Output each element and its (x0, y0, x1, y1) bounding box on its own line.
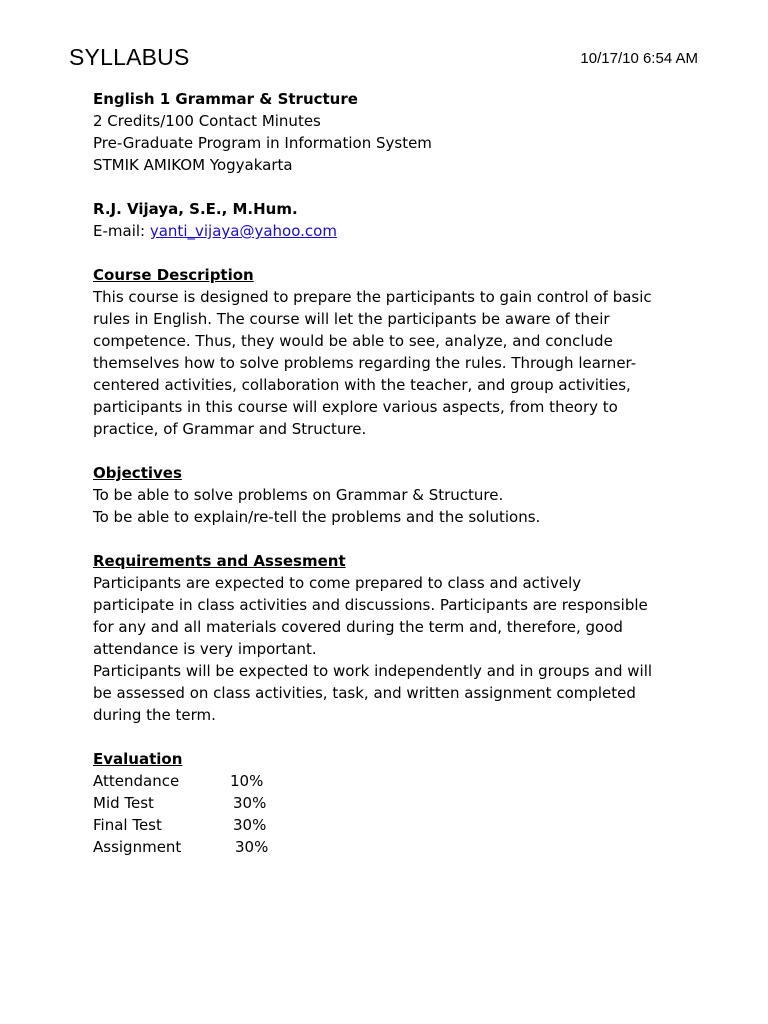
email-label: E-mail: (93, 222, 150, 240)
paragraph-line: competence. Thus, they would be able to see, analyze, and conclude (93, 332, 613, 350)
evaluation-row (93, 836, 713, 858)
course-info (93, 88, 713, 176)
paragraph-line: participants in this course will explore various aspects, from theory to (93, 398, 618, 416)
instructor-info (93, 198, 713, 242)
evaluation-value: 30% (233, 816, 267, 834)
spacer (93, 440, 713, 462)
spacer (93, 242, 713, 264)
evaluation-value: 30% (235, 838, 269, 856)
evaluation-heading: Evaluation (93, 750, 183, 768)
paragraph-line: Participants are expected to come prepared to class and actively (93, 574, 582, 592)
objectives-heading: Objectives (93, 464, 182, 482)
instructor-email-link[interactable]: yanti_vijaya@yahoo.com (149, 222, 337, 240)
evaluation-value: 10% (230, 772, 264, 790)
spacer (93, 176, 713, 198)
instructor-name: R.J. Vijaya, S.E., M.Hum. (93, 200, 298, 218)
evaluation-row (93, 770, 713, 792)
paragraph-line: centered activities, collaboration with the teacher, and group activities, (93, 376, 631, 394)
paragraph-line: themselves how to solve problems regarding the rules. Through learner- (93, 354, 637, 372)
paragraph-line: for any and all materials covered during the term and, therefore, good (93, 618, 623, 636)
paragraph-line: be assessed on class activities, task, and written assignment completed (93, 684, 636, 702)
requirements-section (93, 550, 713, 726)
paragraph-line: This course is designed to prepare the participants to gain control of basic (93, 288, 652, 306)
objectives-section (93, 462, 713, 528)
objective-item: To be able to solve problems on Grammar & Structure. (93, 486, 504, 504)
paragraph-line: during the term. (93, 706, 216, 724)
paragraph-line: practice, of Grammar and Structure. (93, 420, 367, 438)
paragraph-line: rules in English. The course will let the participants be aware of their (93, 310, 610, 328)
evaluation-label: Attendance (93, 772, 180, 790)
course-description-section (93, 264, 713, 440)
evaluation-row (93, 814, 713, 836)
evaluation-label: Mid Test (93, 794, 154, 812)
course-title: English 1 Grammar & Structure (93, 90, 358, 108)
course-description-heading: Course Description (93, 266, 254, 284)
evaluation-row (93, 792, 713, 814)
print-timestamp: 10/17/10 6:54 AM (580, 50, 698, 67)
spacer (93, 726, 713, 748)
objective-item: To be able to explain/re-tell the problems and the solutions. (93, 508, 541, 526)
paragraph-line: Participants will be expected to work independently and in groups and will (93, 662, 653, 680)
paragraph-line: participate in class activities and discussions. Participants are responsible (93, 596, 648, 614)
paragraph-line: attendance is very important. (93, 640, 317, 658)
course-institution: STMIK AMIKOM Yogyakarta (93, 156, 293, 174)
syllabus-body (93, 88, 713, 858)
evaluation-label: Final Test (93, 816, 162, 834)
page-title: SYLLABUS (69, 44, 190, 70)
evaluation-label: Assignment (93, 838, 182, 856)
spacer (93, 528, 713, 550)
evaluation-section (93, 748, 713, 858)
evaluation-value: 30% (233, 794, 267, 812)
instructor-email-line (93, 220, 713, 242)
requirements-heading: Requirements and Assesment (93, 552, 346, 570)
course-credits: 2 Credits/100 Contact Minutes (93, 112, 321, 130)
course-program: Pre-Graduate Program in Information System (93, 134, 432, 152)
